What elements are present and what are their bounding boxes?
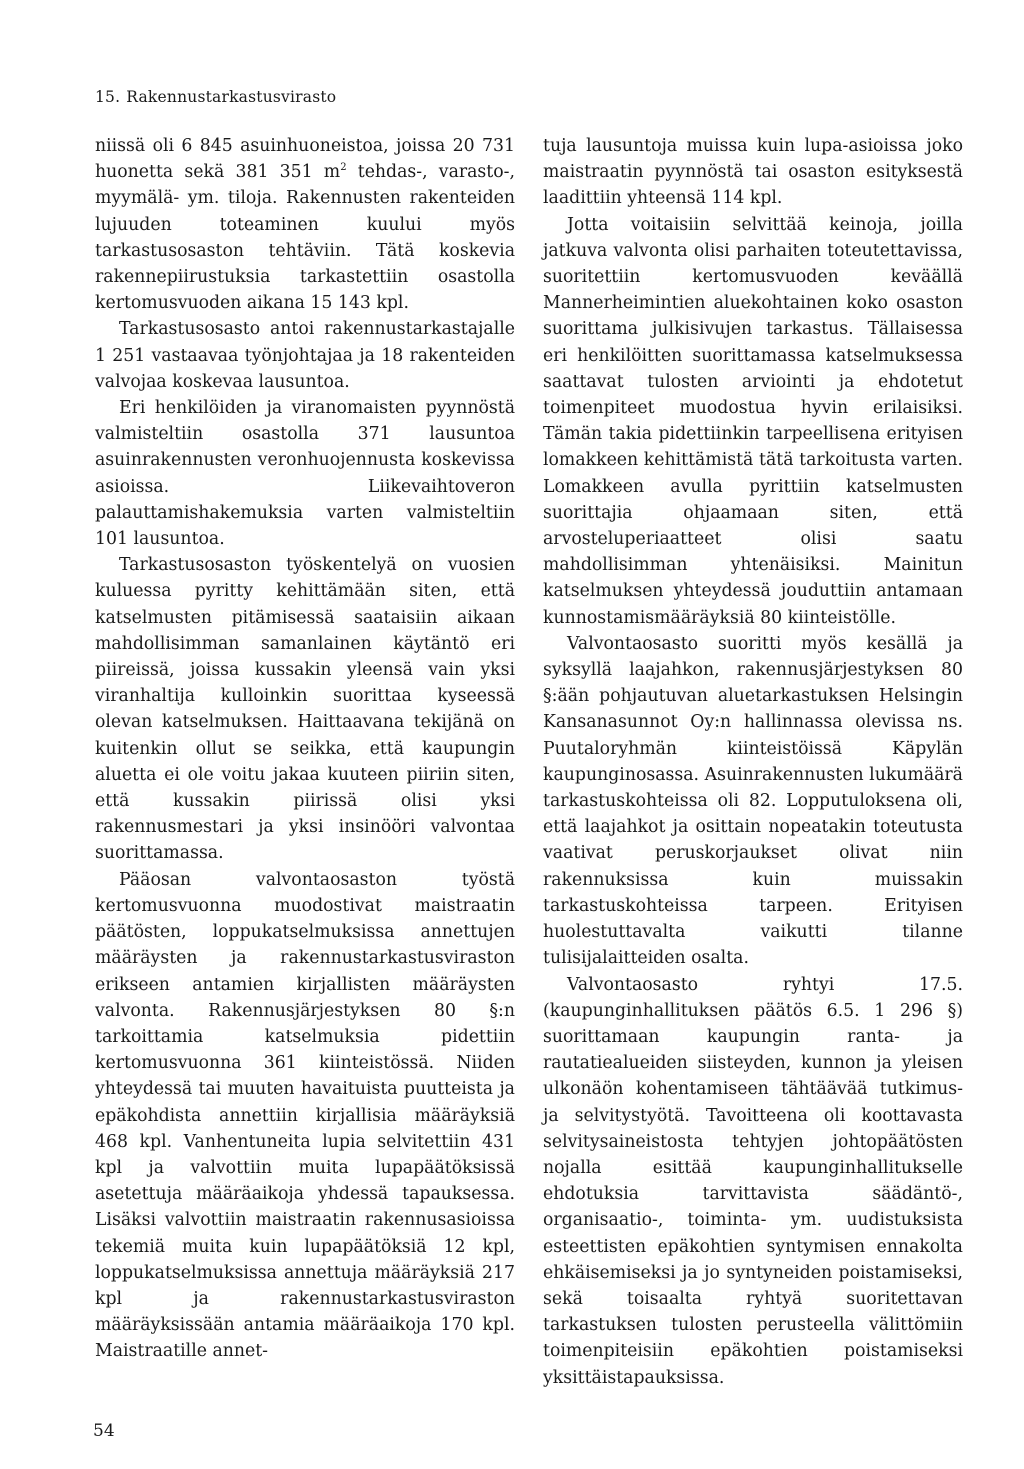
paragraph: Eri henkilöiden ja viranomaisten pyynnöstä valmisteltiin osastolla 371 lausuntoa asuinrakennusten veronhuojennusta koskevissa asioissa. Liikevaihtoveron palauttamishakemuksia varten valmisteltiin 101 lausuntoa. (95, 398, 515, 550)
paragraph: Jotta voitaisiin selvittää keinoja, joilla jatkuva valvonta olisi parhaiten toteutettavissa, suoritettiin kertomusvuoden keväällä Mannerheimintien aluekohtainen koko osaston suorittama julkisivujen tarkastus. Tällaisessa eri henkilöitten suorittamassa katselmuksessa saattavat tulosten arviointi ja ehdotetut toimenpiteet muodostua hyvin erilaisiksi. Tämän takia pidettiinkin tarpeellisena erityisen lomakkeen kehittämistä tätä tarkoitusta varten. Lomakkeen avulla pyrittiin katselmusten suorittajia ohjaamaan siten, että arvosteluperiaatteet olisi saatu mahdollisimman yhtenäisiksi. Mainitun katselmuksen yhteydessä jouduttiin antamaan kunnostamismääräyksiä 80 kiinteistölle. (543, 214, 963, 628)
left-column (95, 133, 515, 1365)
paragraph: Pääosan valvontaosaston työstä kertomusvuonna muodostivat maistraatin päätösten, loppukatselmuksissa annettujen määräysten ja rakennustarkastusviraston erikseen antamien kirjallisten määräysten valvonta. Rakennusjärjestyksen 80 §:n tarkoittamia katselmuksia pidettiin kertomusvuonna 361 kiinteistössä. Niiden yhteydessä tai muuten havaituista puutteista ja epäkohdista annettiin kirjallisia määräyksiä 468 kpl. Vanhentuneita lupia selvitettiin 431 kpl ja valvottiin muita lupapäätöksissä asetettuja määräaikoja yhdessä tapauksessa. Lisäksi valvottiin maistraatin rakennusasioissa tekemiä muita kuin lupapäätöksiä 12 kpl, loppukatselmuksissa annettuja määräyksiä 217 kpl ja rakennustarkastusviraston määräyksissään antamia määräaikoja 170 kpl. Maistraatille annet- (95, 869, 515, 1362)
paragraph: Valvontaosasto ryhtyi 17.5. (kaupunginhallituksen päätös 6.5. 1 296 §) suorittamaan kaupungin ranta- ja rautatiealueiden siisteyden, kunnon ja yleisen ulkonäön kohentamiseen tähtäävää tutkimus- ja selvitystyötä. Tavoitteena oli koottavasta selvitysaineistosta tehtyjen johtopäätösten nojalla esittää kaupunginhallitukselle ehdotuksia tarvittavista säädäntö-, organisaatio-, toiminta- ym. uudistuksista esteettisten epäkohtien syntymisen ennakolta ehkäisemiseksi ja jo syntyneiden poistamiseksi, sekä toisaalta ryhtyä suoritettavan tarkastuksen tulosten perusteella välittömiin toimenpiteisiin epäkohtien poistamiseksi yksittäistapauksissa. (543, 974, 963, 1388)
paragraph: Tarkastusosasto antoi rakennustarkastajalle 1 251 vastaavaa työnjohtajaa ja 18 rakenteiden valvojaa koskevaa lausuntoa. (95, 319, 515, 392)
paragraph-text: tehdas-, varasto-, myymälä- ym. tiloja. Rakennusten rakenteiden lujuuden toteaminen kuului myös tarkastusosaston tehtäviin. Tätä koskevia rakennepiirustuksia tarkastettiin osastolla kertomusvuoden aikana 15 143 kpl. (95, 162, 515, 314)
paragraph: Valvontaosasto suoritti myös kesällä ja syksyllä laajahkon, rakennusjärjestyksen 80 §:ään pohjautuvan aluetarkastuksen Helsingin Kansanasunnot Oy:n hallinnassa olevissa ns. Puutaloryhmän kiinteistöissä Käpylän kaupunginosassa. Asuinrakennusten lukumäärä tarkastuskohteissa oli 82. Lopputuloksena oli, että laajahkot ja osittain nopeatakin toteutusta vaativat peruskorjaukset olivat niin rakennuksissa kuin muissakin tarkastuskohteissa tarpeen. Erityisen huolestuttavalta vaikutti tilanne tulisijalaitteiden osalta. (543, 633, 963, 969)
right-column (543, 133, 963, 1391)
chapter-number: 15. (95, 88, 121, 106)
paragraph: Tarkastusosaston työskentelyä on vuosien kuluessa pyritty kehittämään siten, että katselmusten pitämisessä saataisiin aikaan mahdollisimman samanlainen käytäntö eri piireissä, joissa kussakin yleensä vain yksi viranhaltija kulloinkin suorittaa kyseessä olevan katselmuksen. Haittaavana tekijänä on kuitenkin ollut se seikka, että kaupungin aluetta ei ole voitu jakaa kuuteen piiriin siten, että kussakin piirissä olisi yksi rakennusmestari ja yksi insinööri valvontaa suorittamassa. (95, 555, 515, 864)
paragraph-text: niissä oli 6 845 asuinhuoneistoa, joissa 20 731 huonetta sekä 381 351 m (95, 136, 515, 183)
page-number: 54 (93, 1421, 115, 1441)
superscript: 2 (340, 162, 347, 174)
paragraph (95, 133, 515, 316)
running-header (95, 88, 336, 106)
paragraph: tuja lausuntoja muissa kuin lupa-asioissa joko maistraatin pyynnöstä tai osaston esityksestä laadittiin yhteensä 114 kpl. (543, 136, 963, 209)
chapter-title: Rakennustarkastusvirasto (126, 88, 337, 106)
